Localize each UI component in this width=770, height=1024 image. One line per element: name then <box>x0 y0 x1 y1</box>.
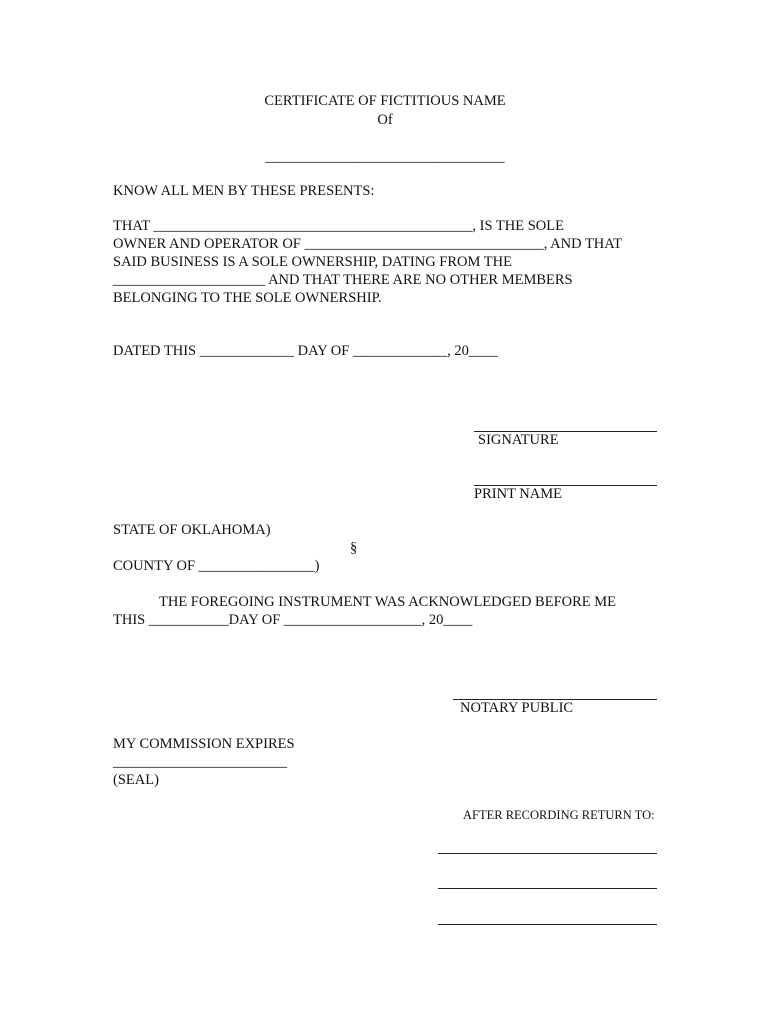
seal-label: (SEAL) <box>113 772 159 788</box>
state-of-oklahoma: STATE OF OKLAHOMA) <box>113 522 271 538</box>
signature-label: SIGNATURE <box>478 432 559 448</box>
return-address-rule-1 <box>438 853 657 854</box>
body-line-1: THAT ____________________________________________, IS THE SOLE <box>113 218 564 234</box>
business-name-blank: _________________________________ <box>265 149 505 165</box>
notary-public-label: NOTARY PUBLIC <box>460 700 574 716</box>
document-subtitle: Of <box>377 112 393 128</box>
county-of-line: COUNTY OF ________________) <box>113 558 320 574</box>
print-name-label: PRINT NAME <box>474 486 562 502</box>
acknowledgment-line-2: THIS ___________DAY OF ___________________, 20____ <box>113 612 473 628</box>
acknowledgment-line-1: THE FOREGOING INSTRUMENT WAS ACKNOWLEDGED BEFORE ME <box>159 594 617 610</box>
dated-line: DATED THIS _____________ DAY OF _____________, 20____ <box>113 343 498 359</box>
commission-expires-label: MY COMMISSION EXPIRES <box>113 736 295 752</box>
after-recording-return-label: AFTER RECORDING RETURN TO: <box>463 808 655 822</box>
return-address-rule-3 <box>438 924 657 925</box>
body-line-4: _____________________ AND THAT THERE ARE NO OTHER MEMBERS <box>113 272 573 288</box>
body-line-5: BELONGING TO THE SOLE OWNERSHIP. <box>113 290 382 306</box>
body-line-2: OWNER AND OPERATOR OF _________________________________, AND THAT <box>113 236 623 252</box>
section-symbol: § <box>350 540 358 556</box>
return-address-rule-2 <box>438 888 657 889</box>
body-line-3: SAID BUSINESS IS A SOLE OWNERSHIP, DATING FROM THE <box>113 254 512 270</box>
commission-expires-blank: ________________________ <box>113 754 287 770</box>
know-all-men-heading: KNOW ALL MEN BY THESE PRESENTS: <box>113 183 375 199</box>
document-title: CERTIFICATE OF FICTITIOUS NAME <box>264 93 506 109</box>
